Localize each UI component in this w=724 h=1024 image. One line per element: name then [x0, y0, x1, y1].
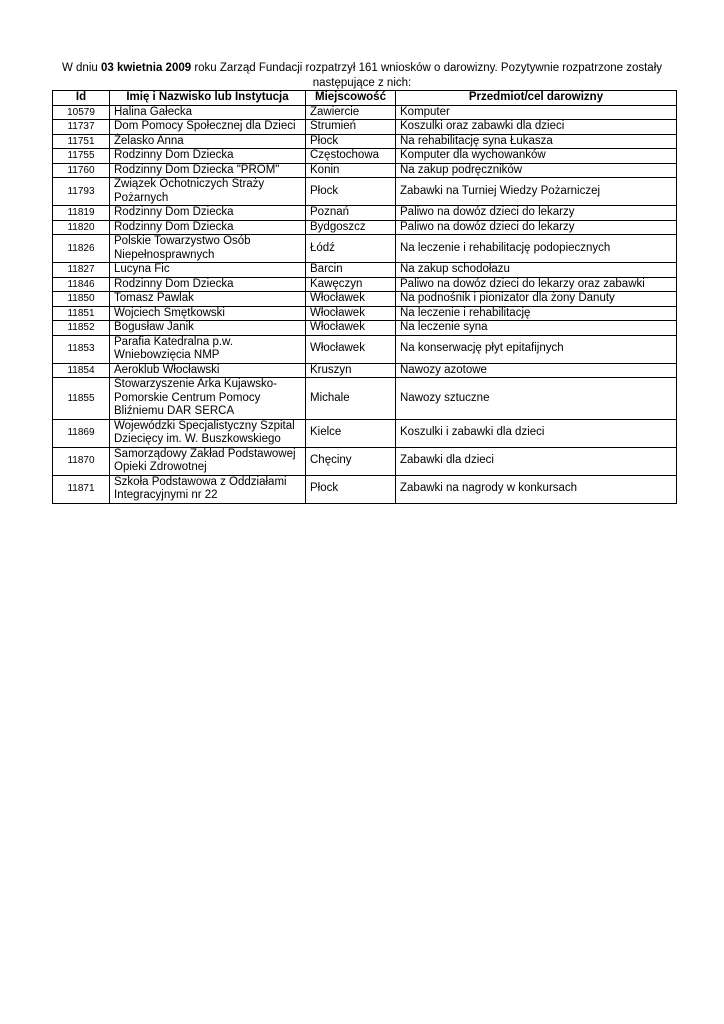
- table-row: [53, 163, 677, 178]
- table-row: [53, 235, 677, 263]
- cell-id: 11851: [53, 306, 110, 321]
- cell-name: Rodzinny Dom Dziecka: [110, 206, 306, 221]
- cell-city: Poznań: [306, 206, 396, 221]
- cell-purpose: Zabawki na nagrody w konkursach: [396, 475, 677, 503]
- cell-id: 11869: [53, 419, 110, 447]
- cell-name: Parafia Katedralna p.w. Wniebowzięcia NMP: [110, 335, 306, 363]
- cell-city: Włocławek: [306, 335, 396, 363]
- cell-name: Samorządowy Zakład Podstawowej Opieki Zdrowotnej: [110, 447, 306, 475]
- cell-city: Barcin: [306, 263, 396, 278]
- cell-name: Lucyna Fic: [110, 263, 306, 278]
- table-row: [53, 475, 677, 503]
- header-city: Miejscowość: [306, 91, 396, 106]
- cell-purpose: Na zakup schodołazu: [396, 263, 677, 278]
- cell-id: 11852: [53, 321, 110, 336]
- cell-purpose: Koszulki oraz zabawki dla dzieci: [396, 120, 677, 135]
- table-row: [53, 306, 677, 321]
- cell-id: 11854: [53, 363, 110, 378]
- cell-city: Częstochowa: [306, 149, 396, 164]
- cell-name: Rodzinny Dom Dziecka "PROM": [110, 163, 306, 178]
- cell-name: Bogusław Janik: [110, 321, 306, 336]
- cell-city: Włocławek: [306, 306, 396, 321]
- table-row: [53, 105, 677, 120]
- table-row: [53, 378, 677, 420]
- cell-id: 11760: [53, 163, 110, 178]
- cell-name: Rodzinny Dom Dziecka: [110, 149, 306, 164]
- cell-name: Wojciech Smętkowski: [110, 306, 306, 321]
- table-row: [53, 419, 677, 447]
- cell-id: 11846: [53, 277, 110, 292]
- header-id: Id: [53, 91, 110, 106]
- cell-name: Stowarzyszenie Arka Kujawsko-Pomorskie Centrum Pomocy Bliźniemu DAR SERCA: [110, 378, 306, 420]
- header-name: Imię i Nazwisko lub Instytucja: [110, 91, 306, 106]
- cell-id: 10579: [53, 105, 110, 120]
- cell-id: 11793: [53, 178, 110, 206]
- cell-id: 11827: [53, 263, 110, 278]
- cell-city: Płock: [306, 134, 396, 149]
- cell-purpose: Na leczenie i rehabilitację podopiecznych: [396, 235, 677, 263]
- intro-prefix: W dniu: [61, 62, 101, 74]
- cell-purpose: Na rehabilitację syna Łukasza: [396, 134, 677, 149]
- cell-id: 11737: [53, 120, 110, 135]
- cell-name: Halina Gałecka: [110, 105, 306, 120]
- cell-id: 11870: [53, 447, 110, 475]
- intro-suffix: roku Zarząd Fundacji rozpatrzył 161 wniosków o darowizny. Pozytywnie rozpatrzone zostały następujące z nich:: [191, 62, 662, 89]
- cell-city: Strumień: [306, 120, 396, 135]
- cell-id: 11826: [53, 235, 110, 263]
- table-row: [53, 363, 677, 378]
- cell-city: Chęciny: [306, 447, 396, 475]
- cell-purpose: Paliwo na dowóz dzieci do lekarzy oraz zabawki: [396, 277, 677, 292]
- cell-purpose: Zabawki dla dzieci: [396, 447, 677, 475]
- cell-name: Związek Ochotniczych Straży Pożarnych: [110, 178, 306, 206]
- table-row: [53, 206, 677, 221]
- cell-purpose: Zabawki na Turniej Wiedzy Pożarniczej: [396, 178, 677, 206]
- table-header-row: [53, 91, 677, 106]
- table-row: [53, 277, 677, 292]
- cell-name: Szkoła Podstawowa z Oddziałami Integracyjnymi nr 22: [110, 475, 306, 503]
- cell-city: Konin: [306, 163, 396, 178]
- cell-city: Płock: [306, 178, 396, 206]
- table-row: [53, 335, 677, 363]
- cell-id: 11853: [53, 335, 110, 363]
- cell-city: Płock: [306, 475, 396, 503]
- cell-purpose: Paliwo na dowóz dzieci do lekarzy: [396, 206, 677, 221]
- cell-id: 11820: [53, 220, 110, 235]
- intro-date: 03 kwietnia 2009: [100, 62, 192, 74]
- cell-purpose: Koszulki i zabawki dla dzieci: [396, 419, 677, 447]
- cell-city: Michale: [306, 378, 396, 420]
- cell-purpose: Komputer: [396, 105, 677, 120]
- intro-paragraph: [52, 61, 672, 91]
- header-purpose: Przedmiot/cel darowizny: [396, 91, 677, 106]
- cell-id: 11751: [53, 134, 110, 149]
- table-row: [53, 220, 677, 235]
- cell-id: 11871: [53, 475, 110, 503]
- table-row: [53, 149, 677, 164]
- cell-name: Polskie Towarzystwo Osób Niepełnosprawnych: [110, 235, 306, 263]
- table-row: [53, 447, 677, 475]
- donations-table: [52, 90, 677, 504]
- cell-purpose: Komputer dla wychowanków: [396, 149, 677, 164]
- cell-name: Dom Pomocy Społecznej dla Dzieci: [110, 120, 306, 135]
- cell-city: Łódź: [306, 235, 396, 263]
- cell-name: Żelasko Anna: [110, 134, 306, 149]
- cell-id: 11850: [53, 292, 110, 307]
- table-row: [53, 178, 677, 206]
- cell-city: Zawiercie: [306, 105, 396, 120]
- cell-name: Rodzinny Dom Dziecka: [110, 277, 306, 292]
- table-row: [53, 120, 677, 135]
- cell-name: Aeroklub Włocławski: [110, 363, 306, 378]
- table-row: [53, 134, 677, 149]
- cell-name: Rodzinny Dom Dziecka: [110, 220, 306, 235]
- cell-city: Kawęczyn: [306, 277, 396, 292]
- table-row: [53, 292, 677, 307]
- cell-purpose: Nawozy azotowe: [396, 363, 677, 378]
- cell-purpose: Na zakup podręczników: [396, 163, 677, 178]
- cell-city: Bydgoszcz: [306, 220, 396, 235]
- cell-city: Kruszyn: [306, 363, 396, 378]
- cell-id: 11855: [53, 378, 110, 420]
- cell-id: 11755: [53, 149, 110, 164]
- cell-purpose: Na konserwację płyt epitafijnych: [396, 335, 677, 363]
- cell-purpose: Nawozy sztuczne: [396, 378, 677, 420]
- cell-city: Kielce: [306, 419, 396, 447]
- cell-name: Wojewódzki Specjalistyczny Szpital Dziecięcy im. W. Buszkowskiego: [110, 419, 306, 447]
- cell-city: Włocławek: [306, 292, 396, 307]
- cell-city: Włocławek: [306, 321, 396, 336]
- cell-id: 11819: [53, 206, 110, 221]
- cell-purpose: Na podnośnik i pionizator dla żony Danuty: [396, 292, 677, 307]
- cell-purpose: Na leczenie i rehabilitację: [396, 306, 677, 321]
- table-row: [53, 321, 677, 336]
- table-row: [53, 263, 677, 278]
- table-body: [53, 105, 677, 503]
- cell-purpose: Na leczenie syna: [396, 321, 677, 336]
- cell-purpose: Paliwo na dowóz dzieci do lekarzy: [396, 220, 677, 235]
- cell-name: Tomasz Pawlak: [110, 292, 306, 307]
